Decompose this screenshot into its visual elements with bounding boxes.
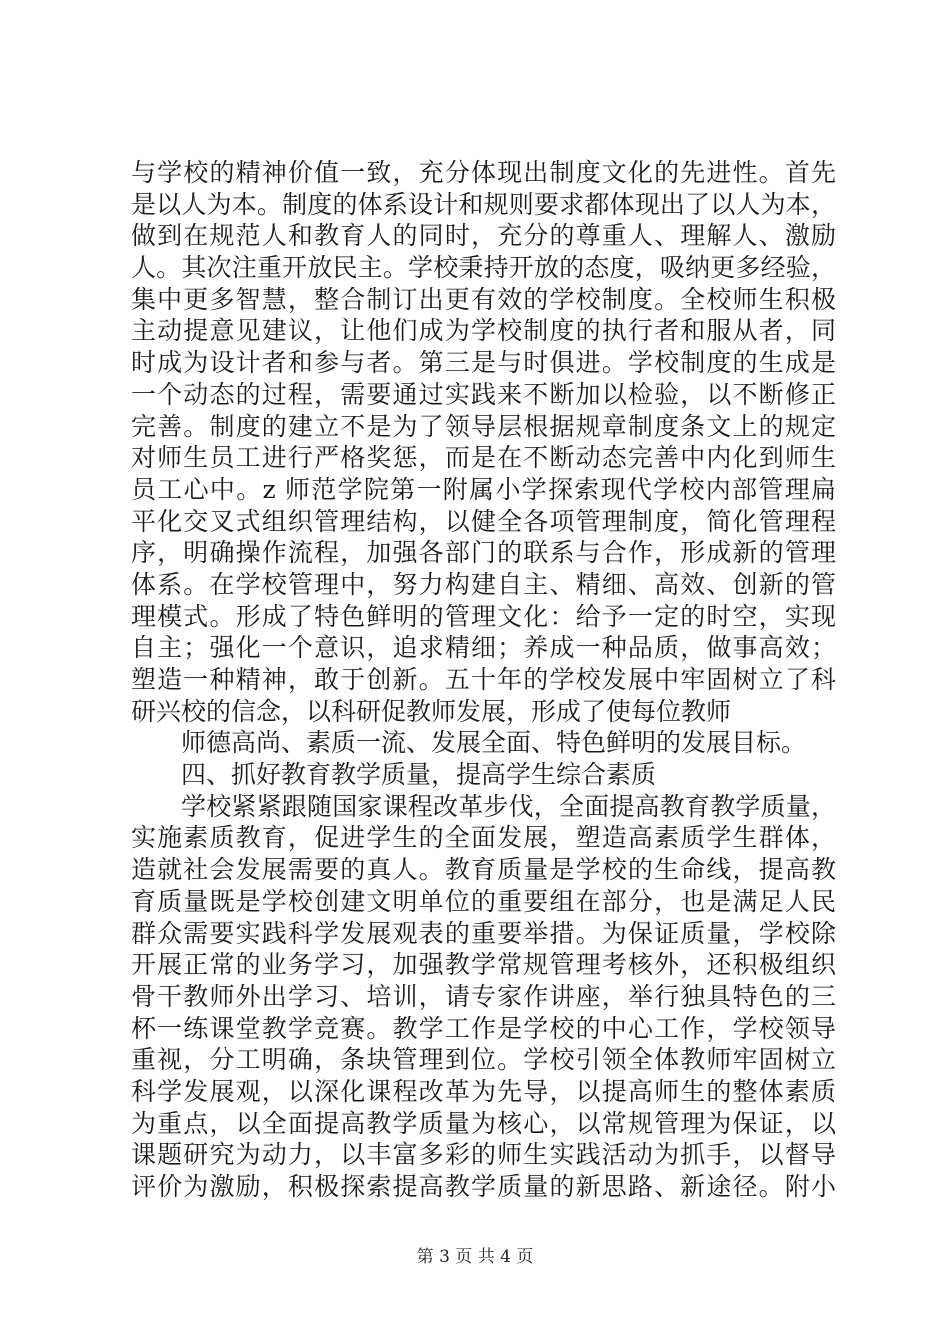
text-line: 做到在规范人和教育人的同时，充分的尊重人、理解人、激励 — [131, 221, 836, 251]
text-line: 时成为设计者和参与者。第三是与时俱进。学校制度的生成是 — [131, 348, 836, 378]
text-line: 自主；强化一个意识，追求精细；养成一种品质，做事高效； — [131, 633, 836, 663]
text-line: 开展正常的业务学习，加强教学常规管理考核外，还积极组织 — [131, 950, 836, 980]
text-line: 是以人为本。制度的体系设计和规则要求都体现出了以人为本， — [131, 189, 836, 219]
text-line: 实施素质教育，促进学生的全面发展，塑造高素质学生群体， — [131, 823, 836, 853]
text-line: 研兴校的信念，以科研促教师发展，形成了使每位教师 — [131, 696, 732, 726]
text-line: 完善。制度的建立不是为了领导层根据规章制度条文上的规定 — [131, 411, 836, 441]
page-number-footer: 第 3 页 共 4 页 — [416, 1247, 534, 1267]
paragraph-first-line: 学校紧紧跟随国家课程改革步伐，全面提高教育教学质量， — [181, 791, 836, 821]
text-line: 科学发展观，以深化课程改革为先导，以提高师生的整体素质 — [131, 1076, 836, 1106]
paragraph-line: 师德高尚、素质一流、发展全面、特色鲜明的发展目标。 — [181, 728, 807, 758]
text-line: 对师生员工进行严格奖惩，而是在不断动态完善中内化到师生 — [131, 443, 836, 473]
text-line: 评价为激励，积极探索提高教学质量的新思路、新途径。附小 — [131, 1172, 836, 1201]
body-text — [131, 157, 836, 1203]
text-line: 集中更多智慧，整合制订出更有效的学校制度。全校师生积极 — [131, 284, 836, 314]
text-line: 序，明确操作流程，加强各部门的联系与合作，形成新的管理 — [131, 538, 836, 568]
text-line: 员工心中。z 师范学院第一附属小学探索现代学校内部管理扁 — [131, 474, 836, 504]
text-line: 理模式。形成了特色鲜明的管理文化：给予一定的时空，实现 — [131, 601, 836, 631]
text-line: 重视，分工明确，条块管理到位。学校引领全体教师牢固树立 — [131, 1045, 836, 1075]
text-line: 主动提意见建议，让他们成为学校制度的执行者和服从者，同 — [131, 316, 836, 346]
text-line: 塑造一种精神，敢于创新。五十年的学校发展中牢固树立了科 — [131, 665, 836, 694]
section-heading: 四、抓好教育教学质量，提高学生综合素质 — [181, 760, 657, 790]
text-line: 体系。在学校管理中，努力构建自主、精细、高效、创新的管 — [131, 569, 836, 599]
text-line: 育质量既是学校创建文明单位的重要组在部分，也是满足人民 — [131, 886, 836, 916]
text-line: 一个动态的过程，需要通过实践来不断加以检验，以不断修正 — [131, 379, 836, 409]
text-line: 骨干教师外出学习、培训，请专家作讲座，举行独具特色的三 — [131, 981, 836, 1011]
text-line: 杯一练课堂教学竞赛。教学工作是学校的中心工作，学校领导 — [131, 1013, 836, 1043]
text-line: 课题研究为动力，以丰富多彩的师生实践活动为抓手，以督导 — [131, 1140, 836, 1170]
text-line: 人。其次注重开放民主。学校秉持开放的态度，吸纳更多经验， — [131, 253, 836, 283]
text-line: 群众需要实践科学发展观表的重要举措。为保证质量，学校除 — [131, 918, 836, 948]
text-line: 为重点，以全面提高教学质量为核心，以常规管理为保证，以 — [131, 1108, 836, 1138]
text-line: 平化交叉式组织管理结构，以健全各项管理制度，简化管理程 — [131, 506, 836, 536]
text-line: 与学校的精神价值一致，充分体现出制度文化的先进性。首先 — [131, 158, 836, 187]
text-line: 造就社会发展需要的真人。教育质量是学校的生命线，提高教 — [131, 855, 836, 885]
